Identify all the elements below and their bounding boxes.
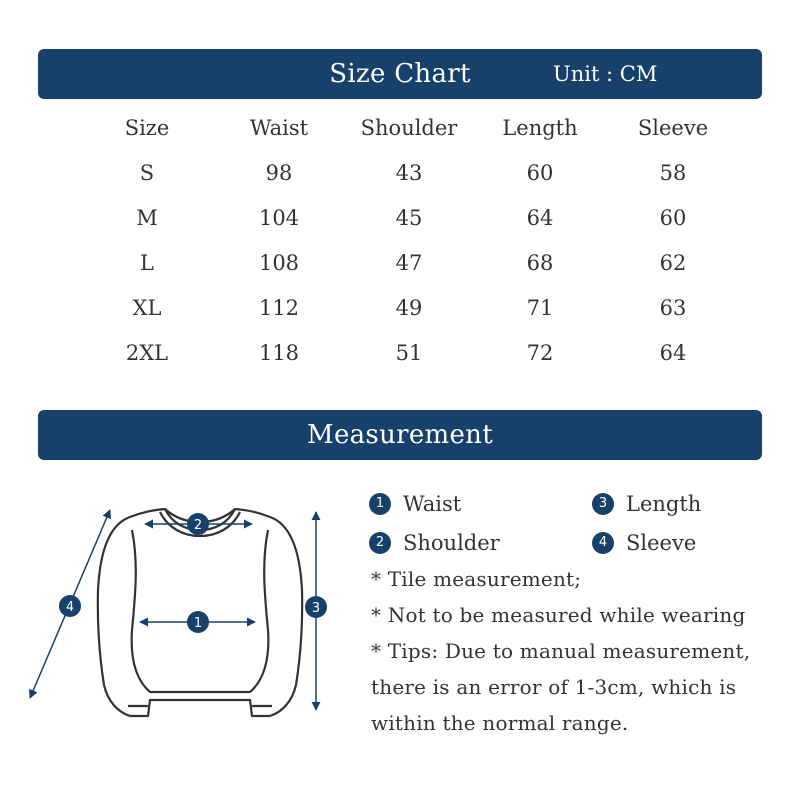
legend-number-icon: 4	[592, 532, 614, 554]
legend-label: Waist	[403, 492, 462, 516]
column-header-size: Size	[124, 115, 170, 140]
note-line: there is an error of 1-3cm, which is	[371, 675, 737, 699]
cell-size: 2XL	[125, 340, 169, 365]
column-header-shoulder: Shoulder	[360, 115, 458, 140]
legend-item-sleeve	[592, 529, 696, 557]
sweater-diagram	[0, 480, 350, 740]
legend-item-waist	[369, 490, 461, 518]
table-header-row	[80, 105, 740, 150]
legend-label: Shoulder	[403, 531, 500, 555]
column-header-waist: Waist	[249, 115, 309, 140]
cell-size: S	[139, 160, 155, 185]
table-row	[80, 240, 740, 285]
badge-3-icon	[305, 596, 327, 618]
cell-sleeve: 62	[659, 250, 687, 275]
svg-text:1: 1	[193, 616, 203, 631]
cell-waist: 108	[258, 250, 300, 275]
cell-shoulder: 47	[395, 250, 423, 275]
badge-1-icon	[187, 611, 209, 633]
table-row	[80, 285, 740, 330]
column-header-sleeve: Sleeve	[637, 115, 709, 140]
legend-number-icon: 2	[369, 532, 391, 554]
legend-number-icon: 1	[369, 493, 391, 515]
table-row	[80, 330, 740, 375]
cell-sleeve: 58	[659, 160, 687, 185]
cell-length: 60	[526, 160, 554, 185]
cell-length: 68	[526, 250, 554, 275]
size-table	[80, 105, 740, 375]
size-chart-banner	[38, 49, 762, 99]
cell-shoulder: 45	[395, 205, 423, 230]
cell-shoulder: 43	[395, 160, 423, 185]
note-line: * Not to be measured while wearing	[371, 603, 746, 627]
note-line: within the normal range.	[371, 711, 629, 735]
svg-text:3: 3	[311, 601, 321, 616]
cell-size: L	[140, 250, 154, 275]
unit-label: Unit : CM	[553, 62, 658, 86]
badge-4-icon	[59, 595, 81, 617]
cell-size: M	[136, 205, 158, 230]
measurement-banner	[38, 410, 762, 460]
note-line: * Tile measurement;	[371, 567, 582, 591]
cell-sleeve: 64	[659, 340, 687, 365]
cell-waist: 98	[265, 160, 293, 185]
note-line: * Tips: Due to manual measurement,	[371, 639, 751, 663]
cell-waist: 104	[258, 205, 300, 230]
cell-size: XL	[132, 295, 162, 320]
cell-length: 71	[526, 295, 554, 320]
cell-length: 72	[526, 340, 554, 365]
column-header-length: Length	[502, 115, 578, 140]
svg-text:4: 4	[65, 600, 75, 615]
cell-sleeve: 60	[659, 205, 687, 230]
svg-text:2: 2	[193, 518, 203, 533]
badge-2-icon	[187, 513, 209, 535]
legend-label: Sleeve	[626, 531, 697, 555]
cell-shoulder: 51	[395, 340, 423, 365]
cell-shoulder: 49	[395, 295, 423, 320]
legend-item-length	[592, 490, 701, 518]
table-row	[80, 195, 740, 240]
cell-waist: 118	[258, 340, 300, 365]
measurement-title: Measurement	[307, 420, 493, 450]
cell-waist: 112	[258, 295, 300, 320]
cell-sleeve: 63	[659, 295, 687, 320]
size-chart-title: Size Chart	[329, 59, 471, 89]
legend-item-shoulder	[369, 529, 500, 557]
legend-number-icon: 3	[592, 493, 614, 515]
table-row	[80, 150, 740, 195]
legend-label: Length	[626, 492, 702, 516]
cell-length: 64	[526, 205, 554, 230]
